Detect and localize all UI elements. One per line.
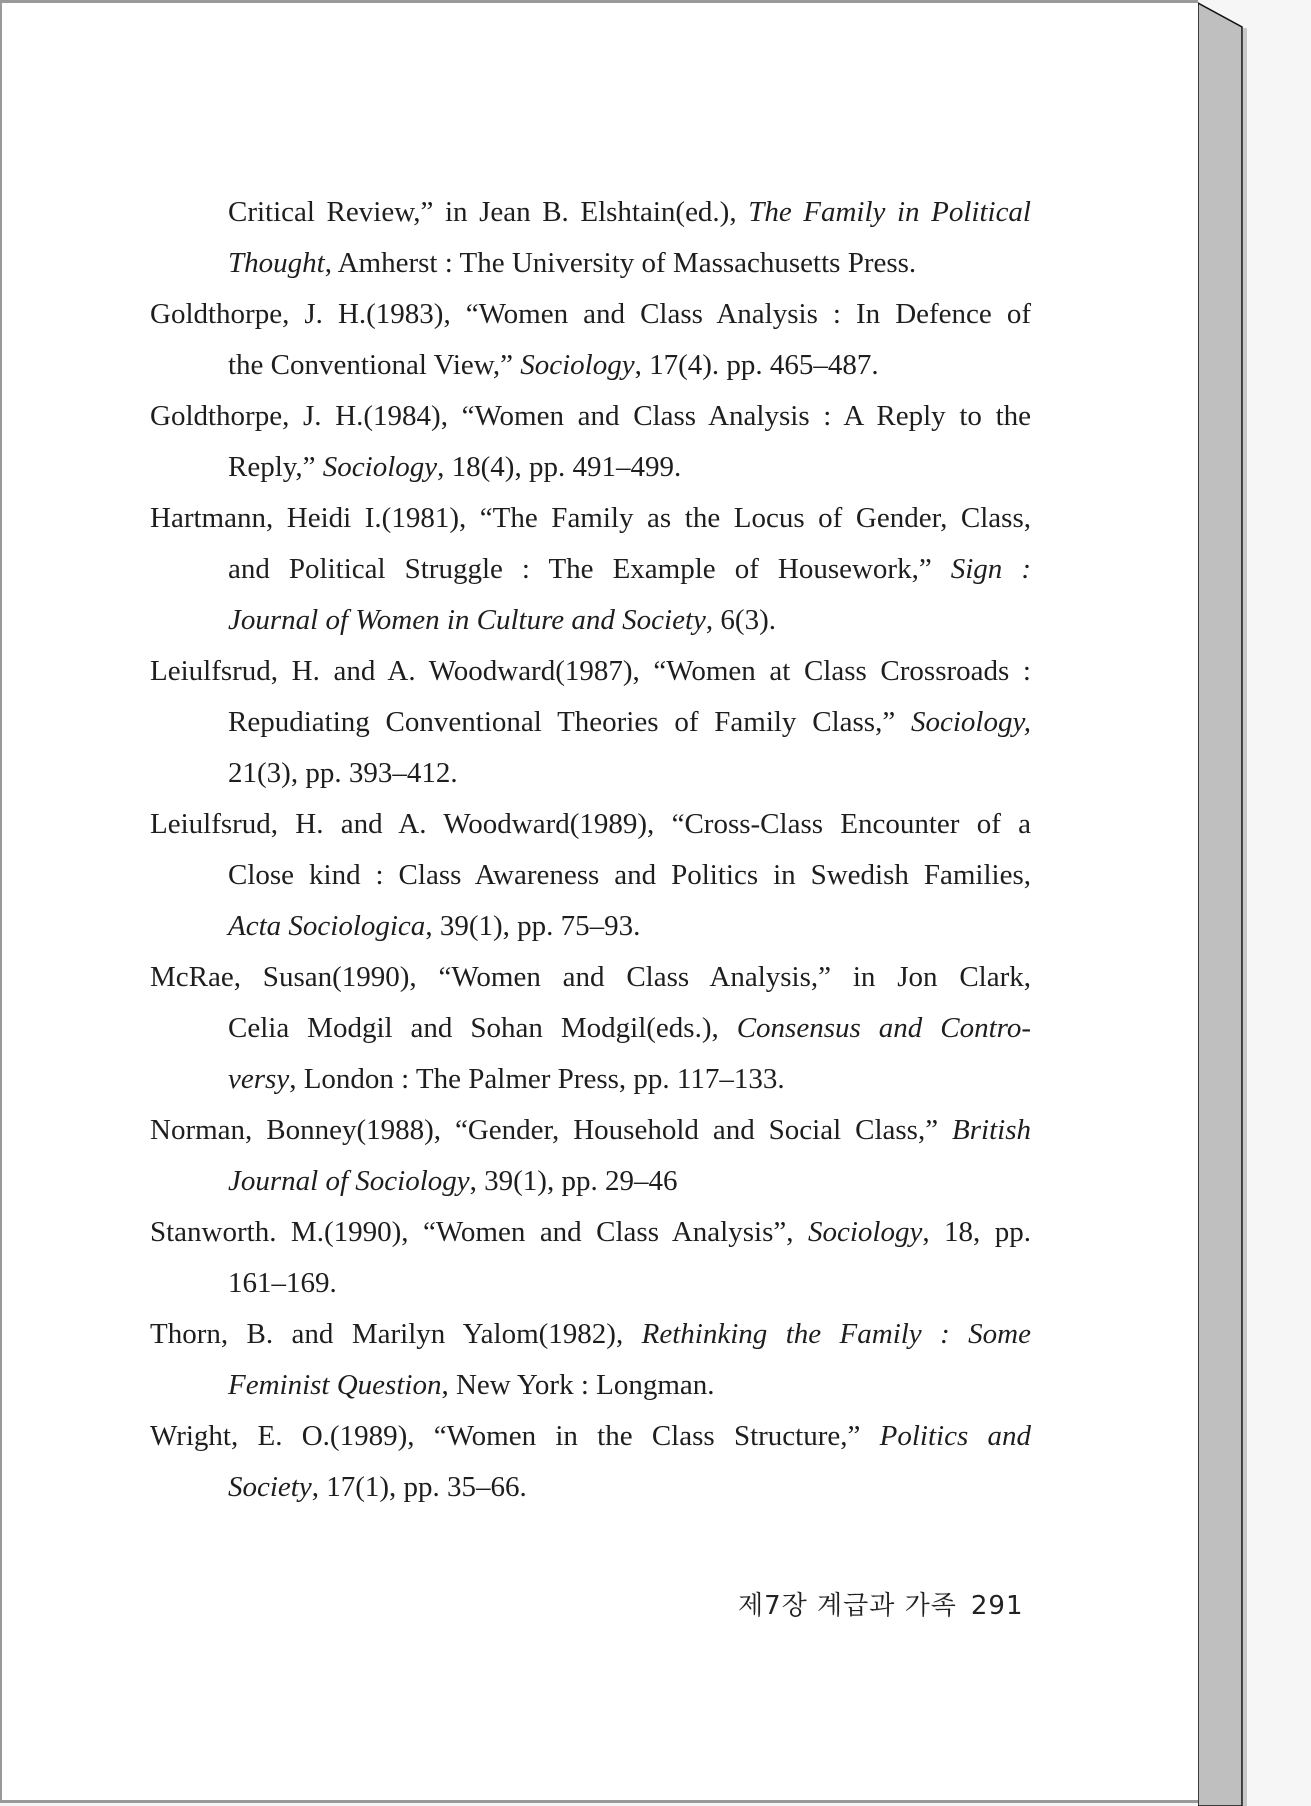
reference-line: [150, 548, 1031, 599]
reference-text: Norman, Bonney(1988), “Gender, Household and Social Class,”: [150, 1114, 953, 1146]
reference-list: [150, 191, 1031, 1517]
reference-title-italic: Sign :: [950, 553, 1031, 585]
reference-line: [150, 1109, 1031, 1160]
reference-entry: [150, 191, 1031, 293]
reference-text: Celia Modgil and Sohan Modgil(eds.),: [228, 1012, 737, 1044]
running-header-chapter: 제7장 계급과 가족: [738, 1591, 957, 1621]
reference-entry: [150, 1313, 1031, 1415]
reference-text: Leiulfsrud, H. and A. Woodward(1987), “Women at Class Crossroads :: [150, 655, 1031, 687]
reference-line: [150, 854, 1031, 905]
reference-entry: [150, 803, 1031, 956]
reference-title-italic: Thought: [228, 247, 325, 279]
reference-line: [150, 752, 1031, 803]
reference-entry: [150, 650, 1031, 803]
reference-entry: [150, 1211, 1031, 1313]
reference-text: , 18(4), pp. 491–499.: [437, 451, 682, 483]
reference-title-italic: Sociology: [520, 349, 635, 381]
reference-line: [150, 599, 1031, 650]
reference-line: [150, 1466, 1031, 1517]
reference-title-italic: British: [952, 1114, 1031, 1146]
reference-entry: [150, 395, 1031, 497]
reference-text: , 39(1), pp. 29–46: [469, 1165, 678, 1197]
reference-title-italic: Sociology,: [910, 706, 1031, 738]
page-footer: [738, 1585, 1024, 1622]
reference-text: , 6(3).: [705, 604, 776, 636]
reference-title-italic: Sociology: [807, 1216, 923, 1248]
reference-title-italic: versy: [228, 1063, 290, 1095]
reference-line: [150, 497, 1031, 548]
reference-text: , New York : Longman.: [441, 1369, 715, 1401]
reference-line: [150, 1262, 1031, 1313]
reference-text: Hartmann, Heidi I.(1981), “The Family as the Locus of Gender, Class,: [150, 502, 1031, 534]
reference-text: 21(3), pp. 393–412.: [228, 757, 458, 789]
reference-line: [150, 1160, 1031, 1211]
reference-text: Goldthorpe, J. H.(1983), “Women and Class Analysis : In Defence of: [150, 298, 1031, 330]
reference-text: the Conventional View,”: [228, 349, 521, 381]
reference-text: 161–169.: [228, 1267, 337, 1299]
reference-text: Close kind : Class Awareness and Politics in Swedish Families,: [228, 859, 1031, 891]
reference-line: [150, 1313, 1031, 1364]
reference-title-italic: The Family in Political: [748, 196, 1031, 228]
reference-text: Leiulfsrud, H. and A. Woodward(1989), “Cross-Class Encounter of a: [150, 808, 1031, 840]
reference-text: , 18, pp.: [922, 1216, 1031, 1248]
reference-text: , Amherst : The University of Massachusetts Press.: [324, 247, 917, 279]
reference-line: [150, 446, 1031, 497]
reference-line: [150, 344, 1031, 395]
reference-line: [150, 191, 1031, 242]
reference-title-italic: Sociology: [322, 451, 438, 483]
reference-text: , 17(1), pp. 35–66.: [311, 1471, 527, 1503]
reference-text: Stanworth. M.(1990), “Women and Class Analysis”,: [150, 1216, 808, 1248]
reference-text: Reply,”: [228, 451, 323, 483]
reference-title-italic: Journal of Sociology: [228, 1165, 470, 1197]
reference-text: Thorn, B. and Marilyn Yalom(1982),: [150, 1318, 642, 1350]
reference-text: , 17(4). pp. 465–487.: [634, 349, 879, 381]
reference-line: [150, 1211, 1031, 1262]
page-edge-spine: [1198, 0, 1248, 1806]
reference-title-italic: Society: [228, 1471, 312, 1503]
reference-line: [150, 1007, 1031, 1058]
reference-text: Repudiating Conventional Theories of Family Class,”: [228, 706, 911, 738]
reference-text: Goldthorpe, J. H.(1984), “Women and Class Analysis : A Reply to the: [150, 400, 1031, 432]
reference-line: [150, 956, 1031, 1007]
reference-line: [150, 1364, 1031, 1415]
reference-entry: [150, 293, 1031, 395]
reference-line: [150, 905, 1031, 956]
reference-title-italic: Rethinking the Family : Some: [641, 1318, 1031, 1350]
reference-title-italic: Feminist Question: [228, 1369, 442, 1401]
reference-line: [150, 293, 1031, 344]
reference-text: McRae, Susan(1990), “Women and Class Analysis,” in Jon Clark,: [150, 961, 1031, 993]
reference-text: , London : The Palmer Press, pp. 117–133.: [289, 1063, 785, 1095]
reference-entry: [150, 956, 1031, 1109]
reference-line: [150, 395, 1031, 446]
reference-text: Wright, E. O.(1989), “Women in the Class Structure,”: [150, 1420, 880, 1452]
reference-line: [150, 650, 1031, 701]
reference-text: Critical Review,” in Jean B. Elshtain(ed.),: [228, 196, 749, 228]
reference-title-italic: Acta Sociologica: [228, 910, 426, 942]
reference-line: [150, 1058, 1031, 1109]
reference-text: , 39(1), pp. 75–93.: [425, 910, 641, 942]
reference-line: [150, 242, 1031, 293]
reference-title-italic: Consensus and Contro-: [736, 1012, 1032, 1044]
page-number: 291: [970, 1591, 1024, 1621]
reference-line: [150, 1415, 1031, 1466]
reference-title-italic: Politics and: [879, 1420, 1031, 1452]
reference-line: [150, 803, 1031, 854]
reference-entry: [150, 1109, 1031, 1211]
reference-entry: [150, 1415, 1031, 1517]
reference-line: [150, 701, 1031, 752]
reference-entry: [150, 497, 1031, 650]
reference-text: and Political Struggle : The Example of Housework,”: [228, 553, 951, 585]
reference-title-italic: Journal of Women in Culture and Society: [228, 604, 706, 636]
